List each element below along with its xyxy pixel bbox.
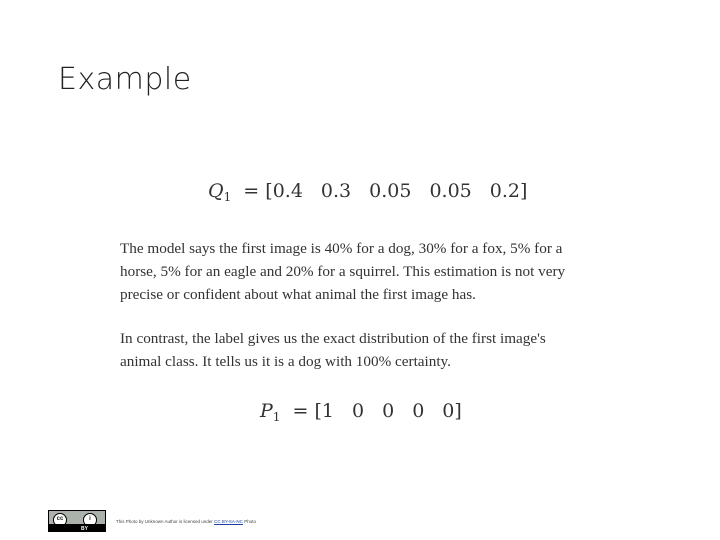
equation-q1-value: 0.2 — [489, 180, 520, 202]
attribution-person-icon: i — [83, 513, 97, 527]
equation-p1-value: 0 — [382, 400, 395, 422]
equation-p1-sub: 1 — [272, 410, 281, 424]
cc-license-badge-icon[interactable] — [48, 510, 106, 532]
paragraph-model-estimate: The model says the first image is 40% for a dog, 30% for a fox, 5% for a horse, 5% for an eagle and 20% for a squirrel. This estimation is not very precise or confident about what animal the first image has. — [120, 240, 566, 303]
equation-q1-sub: 1 — [223, 190, 232, 204]
license-prefix: This Photo by Unknown Author is licensed under — [116, 518, 213, 524]
license-link[interactable]: CC BY-SA-NC — [214, 518, 243, 524]
equation-p1-value: 0 — [442, 400, 455, 422]
equation-q1 — [208, 180, 527, 204]
equation-p1-value: 0 — [352, 400, 365, 422]
equation-p1-value: 1 — [321, 400, 334, 422]
equation-p1-value: 0 — [412, 400, 425, 422]
paragraph-label-distribution: In contrast, the label gives us the exact distribution of the first image's animal class. It tells us it is a dog with 100% certainty. — [120, 330, 546, 370]
equation-p1-eq: = — [286, 400, 315, 422]
equation-q1-value: 0.3 — [320, 180, 352, 202]
equation-q1-open-bracket: [ — [265, 180, 273, 202]
license-text — [116, 519, 256, 524]
badge-by-label: BY — [81, 526, 88, 532]
footer-license — [48, 510, 256, 532]
equation-q1-close-bracket: ] — [519, 180, 528, 202]
equation-p1-close-bracket: ] — [454, 400, 462, 422]
equation-q1-eq: = — [237, 180, 266, 202]
equation-p1-var: P — [260, 400, 273, 422]
cc-icon: cc — [53, 513, 67, 527]
slide-title: Example — [58, 62, 192, 97]
license-suffix: Photo — [244, 518, 256, 524]
equation-p1 — [260, 400, 462, 424]
badge-strip — [49, 524, 105, 531]
equation-p1-open-bracket: [ — [314, 400, 322, 422]
equation-q1-var: Q — [208, 180, 224, 202]
equation-q1-value: 0.05 — [369, 180, 412, 202]
equation-q1-value: 0.4 — [272, 180, 303, 202]
equation-q1-value: 0.05 — [429, 180, 472, 202]
